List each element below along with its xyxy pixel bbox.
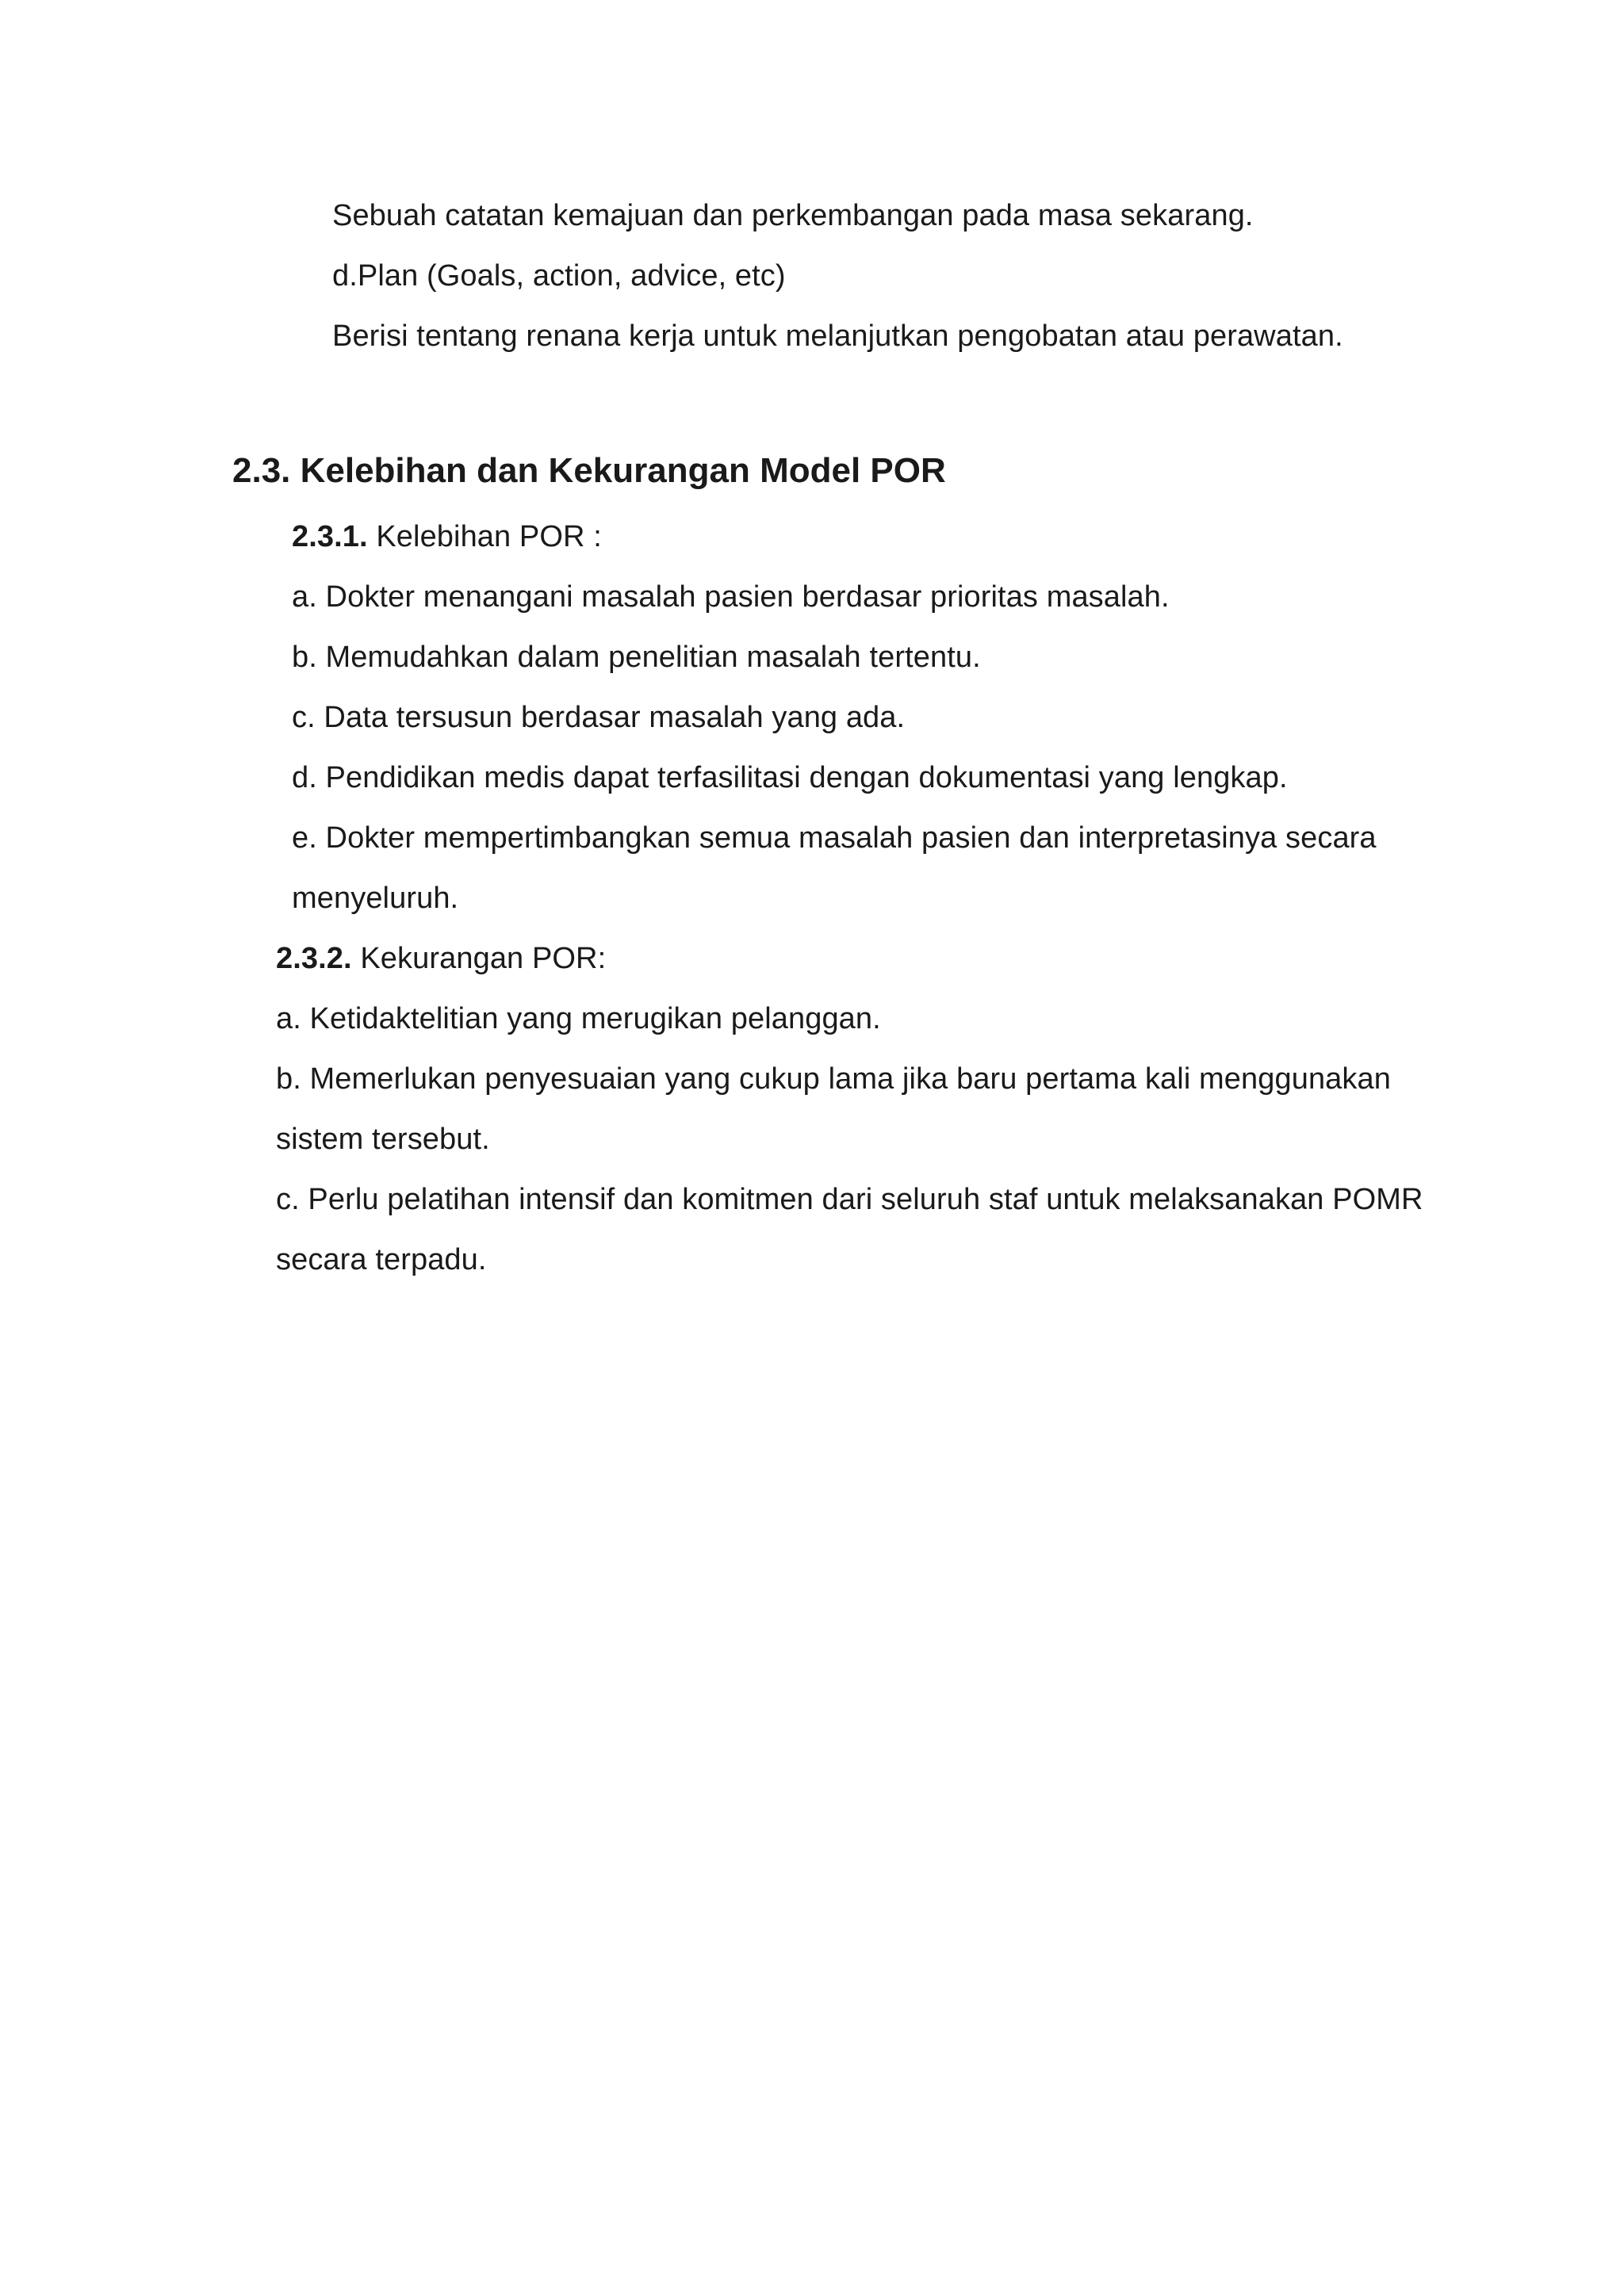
kelebihan-item: d. Pendidikan medis dapat terfasilitasi dengan dokumentasi yang lengkap.: [292, 761, 1288, 794]
kekurangan-heading: [276, 939, 606, 978]
kelebihan-number: 2.3.1.: [292, 520, 368, 553]
kelebihan-item: b. Memudahkan dalam penelitian masalah tertentu.: [292, 641, 981, 674]
kekurangan-label: Kekurangan POR:: [351, 942, 607, 975]
kekurangan-item-continuation: sistem tersebut.: [276, 1123, 490, 1156]
kekurangan-number: 2.3.2.: [276, 942, 352, 975]
soap-progress-text: Sebuah catatan kemajuan dan perkembangan pada masa sekarang.: [332, 199, 1254, 232]
kelebihan-label: Kelebihan POR :: [367, 520, 602, 553]
soap-plan-heading: d.Plan (Goals, action, advice, etc): [332, 259, 786, 293]
kekurangan-item: a. Ketidaktelitian yang merugikan pelanggan.: [276, 1002, 881, 1035]
kelebihan-item: a. Dokter menangani masalah pasien berdasar prioritas masalah.: [292, 580, 1170, 614]
kelebihan-heading: [292, 517, 602, 557]
kelebihan-item-continuation: menyeluruh.: [292, 882, 459, 915]
soap-plan-text: Berisi tentang renana kerja untuk melanjutkan pengobatan atau perawatan.: [332, 320, 1343, 353]
section-title: 2.3. Kelebihan dan Kekurangan Model POR: [232, 451, 946, 490]
kelebihan-item: c. Data tersusun berdasar masalah yang ada.: [292, 701, 906, 734]
kelebihan-item: e. Dokter mempertimbangkan semua masalah pasien dan interpretasinya secara: [292, 821, 1377, 855]
kekurangan-item: c. Perlu pelatihan intensif dan komitmen dari seluruh staf untuk melaksanakan POMR: [276, 1183, 1423, 1216]
kekurangan-item-continuation: secara terpadu.: [276, 1243, 487, 1276]
kekurangan-item: b. Memerlukan penyesuaian yang cukup lama jika baru pertama kali menggunakan: [276, 1062, 1391, 1096]
